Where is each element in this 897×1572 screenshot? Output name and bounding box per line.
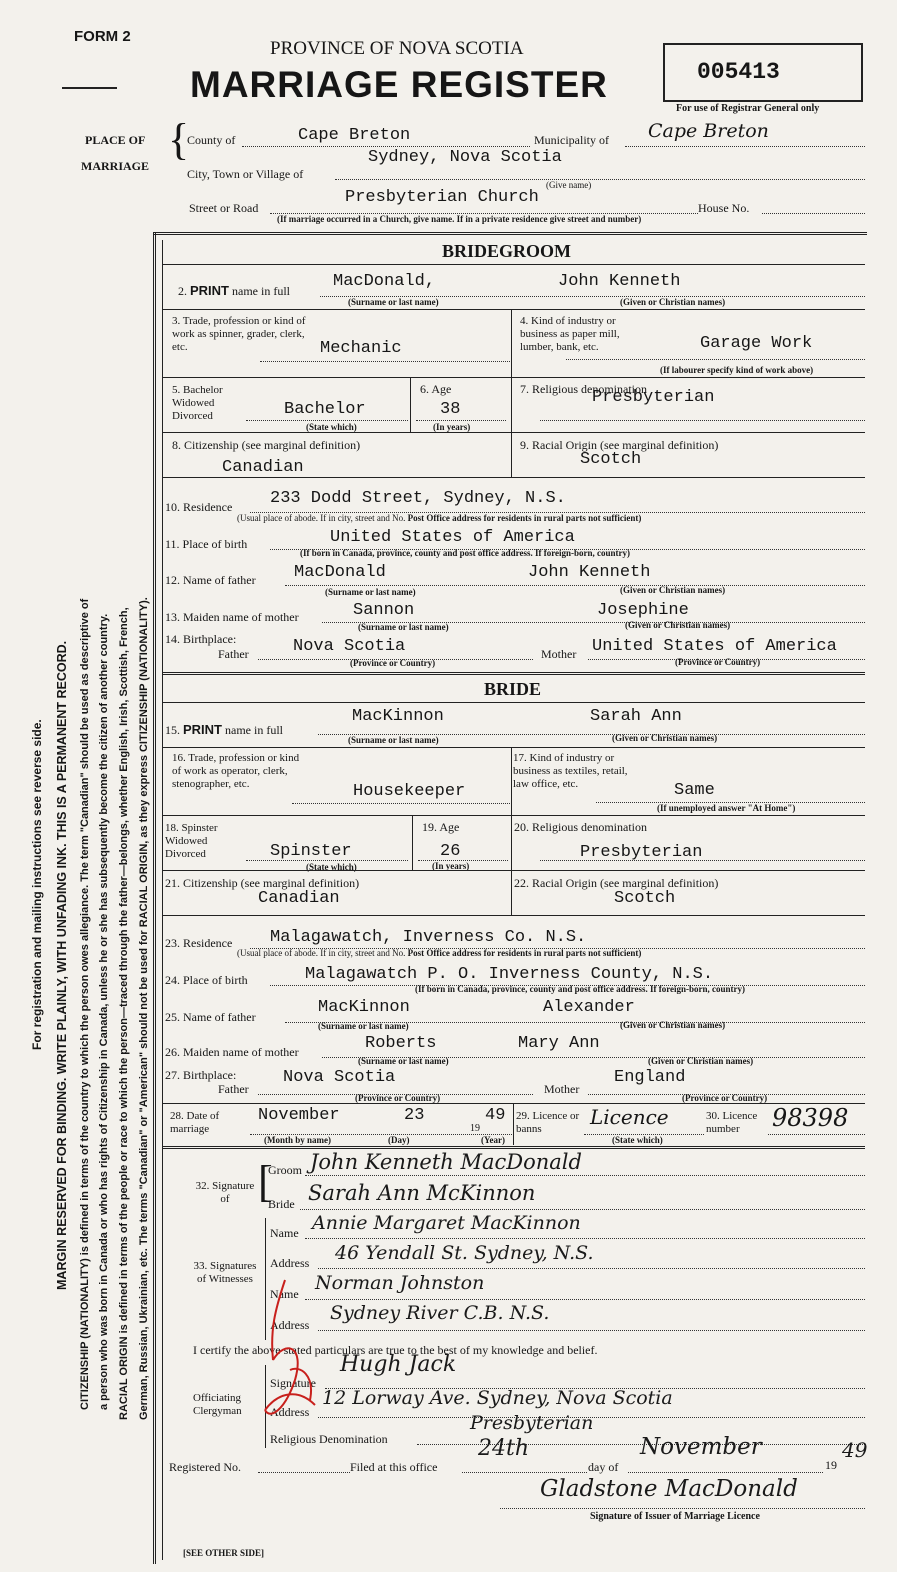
bride-father-surname: MacKinnon [318,998,410,1017]
filed-day: 24th [478,1436,530,1461]
groom-age-label: 6. Age [420,382,452,396]
bride-mother-birthplace: England [614,1068,686,1087]
groom-birthplace: United States of America [330,528,575,547]
see-other-side: [SEE OTHER SIDE] [183,1548,265,1558]
bride-mother-given: Mary Ann [518,1034,600,1053]
margin-mark [62,87,117,89]
groom-trade: Mechanic [320,339,402,358]
bride-residence-label: 23. Residence [165,936,233,950]
licence-number-label: 30. Licence number [706,1110,758,1135]
bride-citizenship: Canadian [258,889,340,908]
bride-given-caption: (Given or Christian names) [612,733,718,743]
licence-banns-label: 29. Licence or banns [516,1110,580,1135]
groom-bp-mother-label: Mother [541,647,577,661]
bridegroom-heading: BRIDEGROOM [442,241,572,261]
form-frame-left [153,232,156,1564]
registrar-note: For use of Registrar General only [676,103,820,114]
form-frame-inner [162,240,163,1560]
bride-father-given: Alexander [543,998,635,1017]
margin-racial-def: RACIAL ORIGIN is defined in terms of the people or race to which the person—traced through the father—belongs, whether English, Irish, Scottish, French, [118,607,130,1420]
filed-month: November [640,1434,762,1460]
bride-father-label: 25. Name of father [165,1010,256,1024]
groom-residence-label: 10. Residence [165,500,233,514]
residence-caption: (Usual place of abode. If in city, street and No. Post Office address for residents in rural parts not sufficient) [237,513,642,523]
groom-religion-label: 7. Religious denomination [520,382,647,396]
bride-industry-caption: (If unemployed answer "At Home") [657,803,796,813]
father-surname-caption: (Surname or last name) [325,587,416,597]
groom-mother-given: Josephine [597,601,689,620]
house-no-label: House No. [698,201,750,215]
groom-residence: 233 Dodd Street, Sydney, N.S. [270,489,566,508]
groom-father-label: 12. Name of father [165,573,256,587]
register-number-box [663,43,863,102]
municipality-label: Municipality of [534,133,609,147]
date-of-marriage-label: 28. Date of marriage [170,1110,220,1135]
day-of-label: day of [588,1460,619,1474]
mother-surname-caption: (Surname or last name) [358,622,449,632]
bride-age: 26 [440,842,461,861]
bride-industry-label: 17. Kind of industry or business as textiles, retail, law office, etc. [513,752,628,790]
given-caption: (Given or Christian names) [620,297,726,307]
groom-citizenship: Canadian [222,458,304,477]
place-brace-icon: { [168,115,190,164]
bride-religion: Presbyterian [580,843,703,862]
w1-address-label: Address [270,1256,310,1270]
bride-father-surname-caption: (Surname or last name) [318,1021,409,1031]
bride-state-caption: (State which) [306,862,357,872]
bride-father-prov-caption: (Province or Country) [355,1093,441,1103]
month-caption: (Month by name) [264,1135,331,1145]
bride-bp-father-label: Father [218,1082,249,1096]
bride-industry: Same [674,781,715,800]
issuer-signature: Gladstone MacDonald [540,1476,798,1502]
filed-year: 49 [842,1438,868,1462]
bride-given-names: Sarah Ann [590,707,682,726]
street-value: Presbyterian Church [345,188,539,207]
signature-of-label: 32. Signature of [195,1180,255,1205]
bride-bp-label: 27. Birthplace: [165,1068,237,1082]
bride-citizenship-label: 21. Citizenship (see marginal definition) [165,876,360,890]
bride-status: Spinster [270,842,352,861]
bride-signature: Sarah Ann McKinnon [308,1181,536,1205]
city-label: City, Town or Village of [187,167,304,181]
groom-racial: Scotch [580,450,642,469]
state-which-caption-2: (State which) [612,1135,663,1145]
form-title: MARRIAGE REGISTER [190,64,608,105]
margin-racial-def-2: German, Russian, Ukrainian, etc. The terms "Canadian" or "American" should not be used for RACIAL ORIGIN, as they express CITIZENSHIP (NATIONALITY). [138,597,150,1420]
groom-surname: MacDonald, [333,272,436,291]
groom-industry-caption: (If labourer specify kind of work above) [660,365,814,375]
filed-year-prefix: 19 [825,1458,837,1472]
bride-birthplace-caption: (If born in Canada, province, county and post office address. If foreign-born, country) [415,984,746,994]
groom-industry-label: 4. Kind of industry or business as paper mill, lumber, bank, etc. [520,315,620,353]
margin-citizenship-def-2: a person who was born in Canada or who has rights of Citizenship in Canada, unless he or she has subsequently become the citizen of another country. [98,613,110,1410]
witness2-name: Norman Johnston [315,1272,485,1294]
give-name-caption: (Give name) [546,180,592,190]
groom-status-label: 5. Bachelor Widowed Divorced [172,384,223,422]
groom-bp-father-label: Father [218,647,249,661]
bride-birthplace: Malagawatch P. O. Inverness County, N.S. [305,965,714,984]
signature-brace-icon: [ [258,1157,273,1206]
clergy-religion: Presbyterian [470,1412,594,1434]
groom-trade-label: 3. Trade, profession or kind of work as spinner, grader, clerk, etc. [172,315,306,353]
red-pencil-mark-icon [255,1270,345,1440]
groom-mother-label: 13. Maiden name of mother [165,610,299,624]
bride-years-caption: (In years) [432,861,470,871]
groom-status: Bachelor [284,400,366,419]
bride-sig-label: Bride [268,1197,295,1211]
groom-citizenship-label: 8. Citizenship (see marginal definition) [172,438,361,452]
bride-trade-label: 16. Trade, profession or kind of work as operator, clerk, stenographer, etc. [172,752,300,790]
groom-industry: Garage Work [700,334,813,353]
city-value: Sydney, Nova Scotia [368,148,562,167]
groom-sig-label: Groom [268,1163,302,1177]
form-number: FORM 2 [74,28,131,45]
registered-no-label: Registered No. [169,1460,241,1474]
bride-status-label: 18. Spinster Widowed Divorced [165,822,218,860]
bride-mother-surname-caption: (Surname or last name) [358,1056,449,1066]
county-value: Cape Breton [298,126,411,145]
bride-father-birthplace: Nova Scotia [283,1068,396,1087]
year-prefix: 19 [470,1123,480,1134]
clergy-address-label: Address [270,1405,310,1419]
groom-father-surname: MacDonald [294,563,386,582]
marriage-label: MARRIAGE [81,159,149,173]
bride-mother-surname: Roberts [365,1034,437,1053]
groom-religion: Presbyterian [592,388,715,407]
w2-name-label: Name [270,1287,299,1301]
groom-mother-surname: Sannon [353,601,415,620]
licence-or-banns-value: Licence [590,1105,669,1129]
groom-birthplace-label: 11. Place of birth [165,537,248,551]
county-label: County of [187,133,236,147]
bride-racial-label: 22. Racial Origin (see marginal definition) [514,876,719,890]
place-of-label: PLACE OF [85,133,146,147]
margin-binding-note: MARGIN RESERVED FOR BINDING. WRITE PLAINLY, WITH UNFADING INK. THIS IS A PERMANENT RECORD. [55,640,69,1290]
groom-mother-birthplace: United States of America [592,637,837,656]
religious-denomination-label: Religious Denomination [270,1432,388,1446]
groom-name-label: 2. PRINT name in full [178,283,290,298]
in-years-caption: (In years) [433,422,471,432]
father-prov-caption: (Province or Country) [350,658,436,668]
bride-bp-mother-label: Mother [544,1082,580,1096]
state-which-caption: (State which) [306,422,357,432]
bride-mother-label: 26. Maiden name of mother [165,1045,299,1059]
witness1-address: 46 Yendall St. Sydney, N.S. [335,1242,594,1264]
marriage-day: 23 [404,1106,425,1125]
clergy-address: 12 Lorway Ave. Sydney, Nova Scotia [322,1387,673,1409]
groom-bp-label: 14. Birthplace: [165,632,237,646]
margin-citizenship-def: CITIZENSHIP (NATIONALITY) is defined in terms of the country to which the person owes allegiance. The term "Canadian" should be used as descriptive of [79,598,91,1410]
groom-signature: John Kenneth MacDonald [310,1150,582,1174]
form-frame-top [153,232,867,235]
father-given-caption: (Given or Christian names) [620,585,726,595]
bride-racial: Scotch [614,889,676,908]
bride-religion-label: 20. Religious denomination [514,820,647,834]
groom-father-given: John Kenneth [528,563,651,582]
issuer-signature-label: Signature of Issuer of Marriage Licence [590,1511,760,1522]
year-caption: (Year) [481,1135,505,1145]
mother-prov-caption: (Province or Country) [675,657,761,667]
marriage-year: 49 [485,1106,506,1125]
bride-residence: Malagawatch, Inverness Co. N.S. [270,928,587,947]
groom-racial-label: 9. Racial Origin (see marginal definition) [520,438,719,452]
birthplace-caption: (If born in Canada, province, county and post office address. If foreign-born, country) [300,548,631,558]
marriage-month: November [258,1106,340,1125]
witnesses-label: 33. Signatures of Witnesses [193,1260,257,1285]
certify-statement: I certify the above stated particulars are true to the best of my knowledge and belief. [193,1343,598,1357]
filed-label: Filed at this office [350,1460,438,1474]
bride-heading: BRIDE [484,679,542,699]
witness2-address: Sydney River C.B. N.S. [330,1302,550,1324]
bride-mother-prov-caption: (Province or Country) [682,1093,768,1103]
mother-given-caption: (Given or Christian names) [625,620,731,630]
groom-father-birthplace: Nova Scotia [293,637,406,656]
bride-surname-caption: (Surname or last name) [348,735,439,745]
groom-given-names: John Kenneth [558,272,681,291]
clergy-signature: Hugh Jack [340,1352,457,1377]
bride-name-label: 15. PRINT name in full [165,722,283,737]
clergyman-label: Officiating Clergyman [193,1392,242,1417]
bride-surname: MacKinnon [352,707,444,726]
witness1-name: Annie Margaret MacKinnon [312,1212,581,1234]
day-caption: (Day) [388,1135,410,1145]
margin-instructions: For registration and mailing instructions see reverse side. [30,719,44,1050]
province-heading: PROVINCE OF NOVA SCOTIA [270,38,524,59]
municipality-value: Cape Breton [648,120,769,142]
clergy-signature-label: Signature [270,1376,316,1390]
register-number: 005413 [697,59,780,85]
w1-name-label: Name [270,1226,299,1240]
licence-number: 98398 [772,1104,849,1132]
street-note: (If marriage occurred in a Church, give name. If in a private residence give street and number) [277,214,642,224]
bride-age-label: 19. Age [422,820,460,834]
groom-age: 38 [440,400,461,419]
w2-address-label: Address [270,1318,310,1332]
bride-birthplace-label: 24. Place of birth [165,973,248,987]
street-label: Street or Road [189,201,259,215]
surname-caption: (Surname or last name) [348,297,439,307]
bride-mother-given-caption: (Given or Christian names) [648,1056,754,1066]
bride-father-given-caption: (Given or Christian names) [620,1020,726,1030]
bride-residence-caption: (Usual place of abode. If in city, street and No. Post Office address for residents in rural parts not sufficient) [237,948,642,958]
bride-trade: Housekeeper [353,782,466,801]
